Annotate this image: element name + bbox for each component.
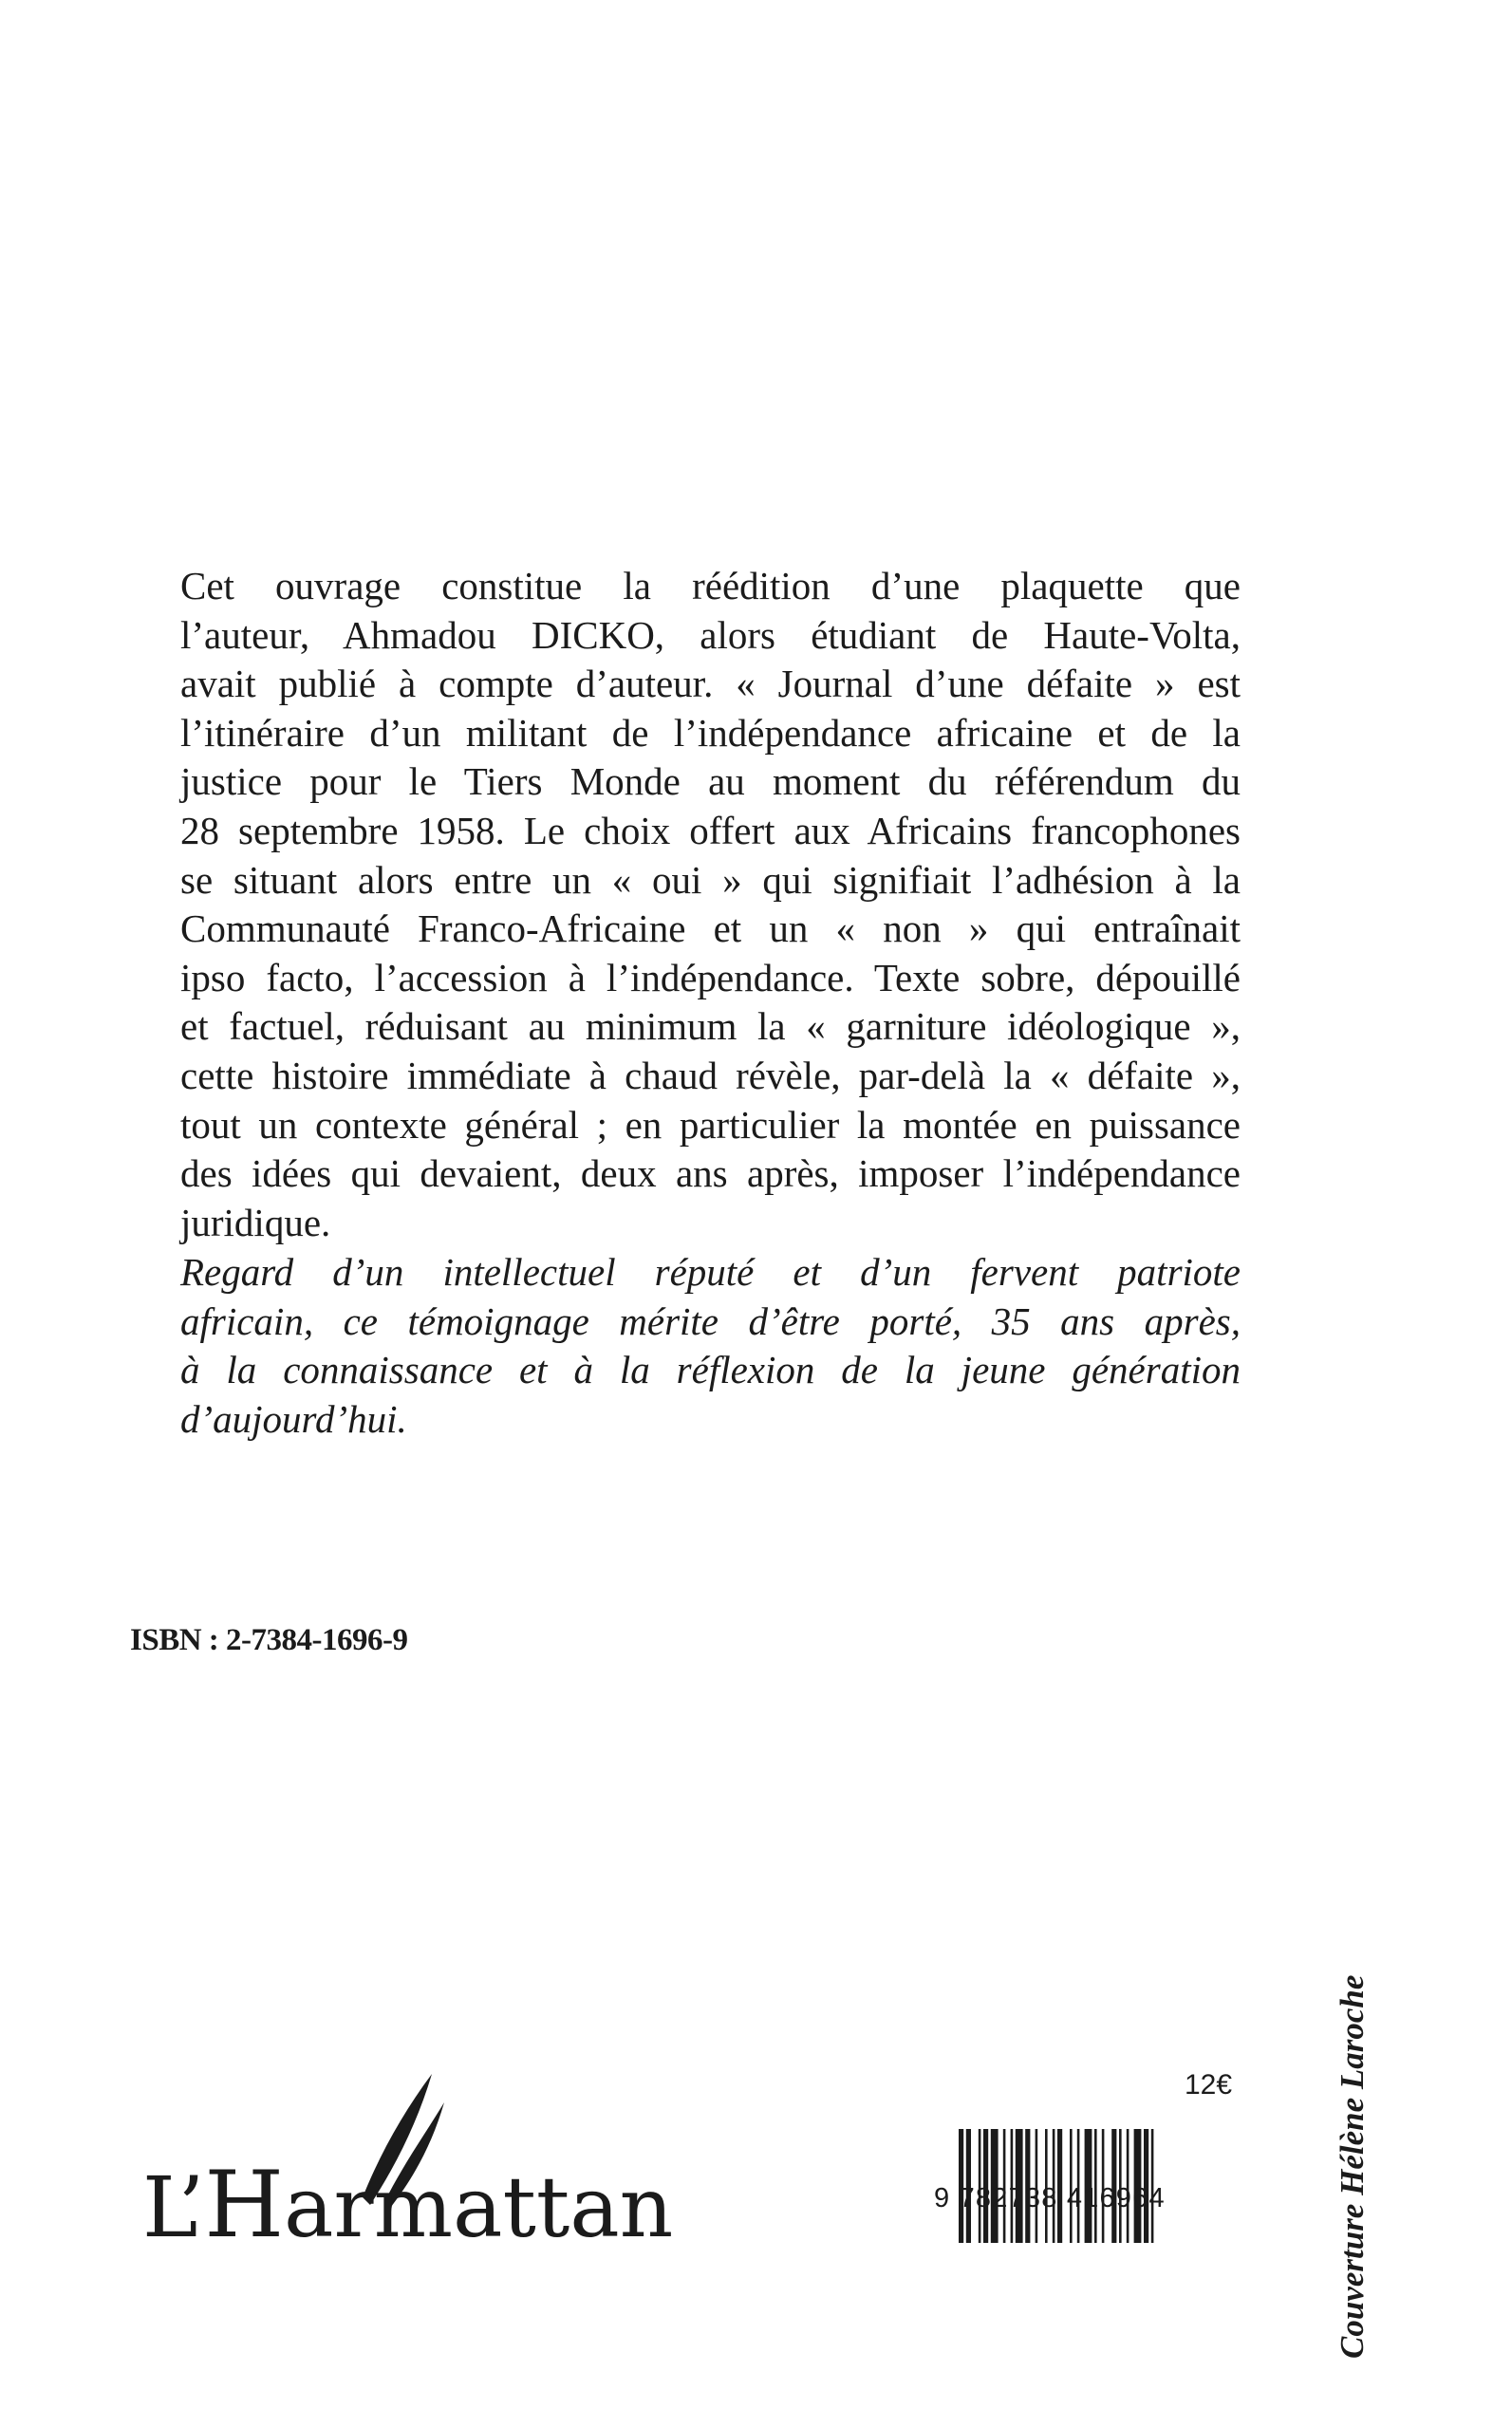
tagline-line: africain, ce témoignage mérite d’être porté, 35 ans après, <box>180 1298 1241 1343</box>
tagline-line: Regard d’un intellectuel réputé et d’un fervent patriote <box>180 1250 1241 1294</box>
summary-line: cette histoire immédiate à chaud révèle, par-delà la « défaite », <box>180 1053 1241 1097</box>
summary-line: des idées qui devaient, deux ans après, imposer l’indépendance <box>180 1151 1241 1196</box>
summary-paragraph <box>180 562 1241 1247</box>
summary-line: Communauté Franco-Africaine et un « non » qui entraînait <box>180 906 1241 951</box>
cover-credit: Couverture Hélène Laroche <box>1334 1974 1371 2359</box>
price: 12€ <box>1185 2069 1233 2101</box>
summary-line: l’itinéraire d’un militant de l’indépendance africaine et de la <box>180 710 1241 755</box>
tagline-line: d’aujourd’hui. <box>180 1396 407 1441</box>
logo-suffix: armattan <box>284 2158 674 2256</box>
tagline-paragraph <box>180 1248 1241 1444</box>
summary-line: et factuel, réduisant au minimum la « garniture idéologique », <box>180 1004 1241 1049</box>
ean-number: 9 782738 416964 <box>934 2183 1166 2213</box>
summary-line: se situant alors entre un « oui » qui signifiait l’adhésion à la <box>180 857 1241 902</box>
summary-line: juridique. <box>180 1200 331 1244</box>
logo-prefix: L’ <box>142 2158 205 2256</box>
logo-h: H <box>204 2152 285 2258</box>
summary-line: ipso facto, l’accession à l’indépendance. Texte sobre, dépouillé <box>180 955 1241 999</box>
summary-line: avait publié à compte d’auteur. « Journal d’une défaite » est <box>180 662 1241 706</box>
summary-line: justice pour le Tiers Monde au moment du référendum du <box>180 759 1241 804</box>
tagline-line: à la connaissance et à la réflexion de la jeune génération <box>180 1348 1241 1392</box>
summary-line: l’auteur, Ahmadou DICKO, alors étudiant de Haute-Volta, <box>180 612 1241 657</box>
publisher-logo <box>142 2064 674 2258</box>
isbn: ISBN : 2-7384-1696-9 <box>130 1623 408 1657</box>
summary-line: 28 septembre 1958. Le choix offert aux Africains francophones <box>180 808 1241 852</box>
summary-line: tout un contexte général ; en particulier la montée en puissance <box>180 1102 1241 1147</box>
summary-line: Cet ouvrage constitue la réédition d’une plaquette que <box>180 564 1241 607</box>
